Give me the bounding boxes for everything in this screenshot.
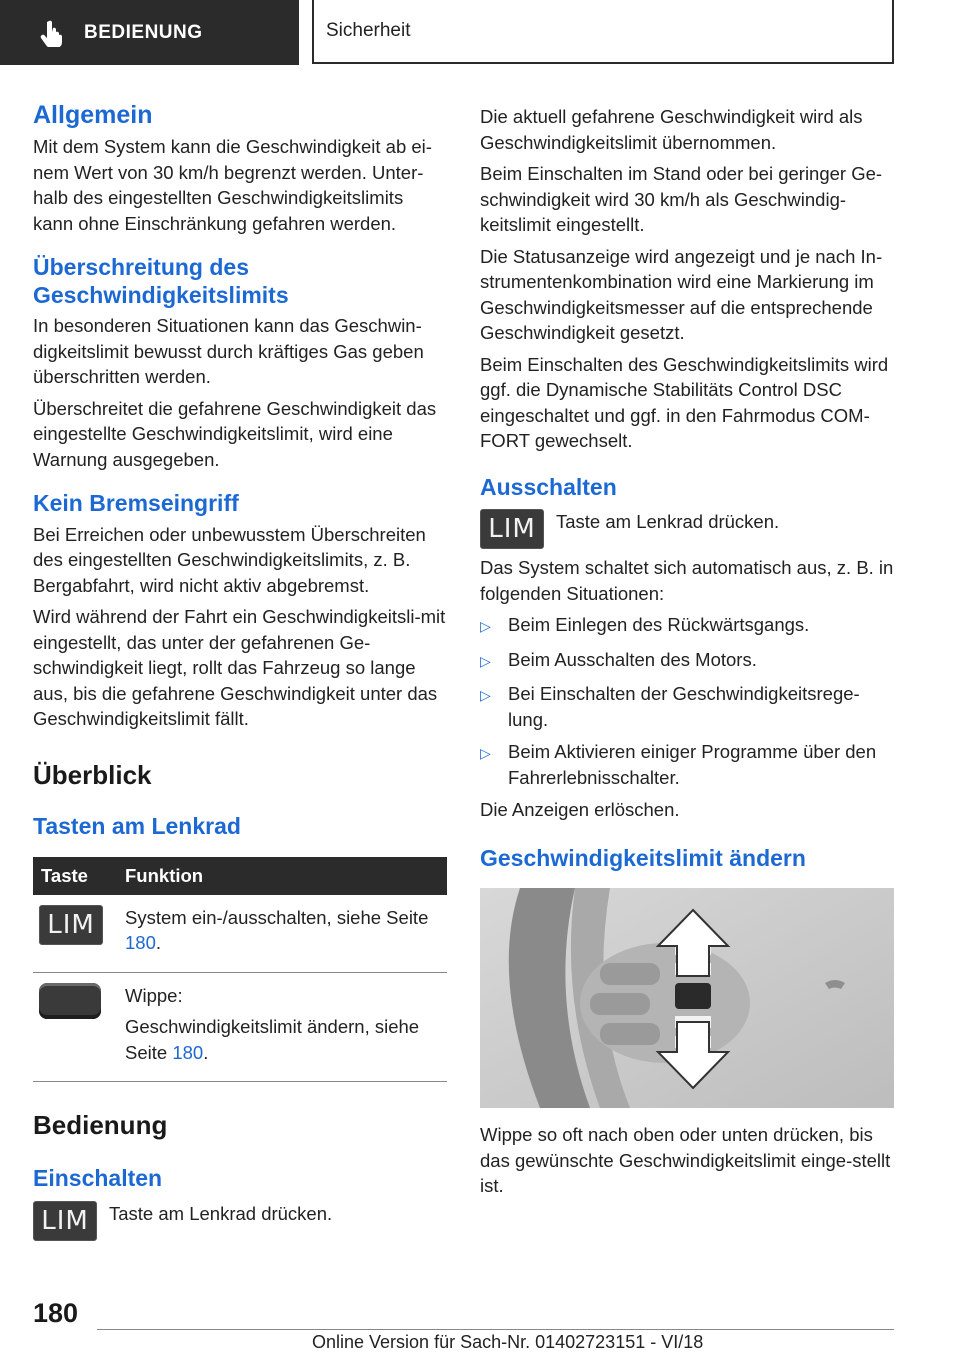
triangle-bullet-icon: ▷ xyxy=(480,687,491,704)
table-row xyxy=(33,972,447,1082)
footer-divider xyxy=(97,1329,894,1330)
ausschalten-intro: Das System schaltet sich automatisch aus, z. B. in folgenden Situationen: xyxy=(480,557,894,604)
rocker-switch-icon xyxy=(39,983,101,1019)
triangle-bullet-icon: ▷ xyxy=(480,745,491,762)
row2-label: Wippe: xyxy=(125,984,183,1006)
ueberschreitung-text-1: In besonderen Situationen kann das Geschwin-digkeitslimit bewusst durch kräftiges Gas geben überschritten werden. xyxy=(33,315,424,388)
lim-button-icon: LIM xyxy=(480,509,544,549)
heading-tasten: Tasten am Lenkrad xyxy=(33,812,241,839)
footer-text: Online Version für Sach-Nr. 01402723151 - VI/18 xyxy=(312,1332,704,1352)
lim-button-icon: LIM xyxy=(33,1201,97,1241)
heading-ausschalten: Ausschalten xyxy=(480,473,617,500)
einschalten-row xyxy=(33,1201,447,1241)
steering-wheel-image xyxy=(480,888,894,1108)
ausschalten-list xyxy=(480,612,894,790)
ausschalten-row xyxy=(480,509,894,549)
row2-end: . xyxy=(203,1041,209,1063)
right-text-2: Beim Einschalten im Stand oder bei geringer Ge-schwindigkeit wird 30 km/h als Geschwindig-keitslimit eingestellt. xyxy=(480,163,883,235)
col-header-taste: Taste xyxy=(33,857,117,895)
heading-bedienung: Bedienung xyxy=(33,1110,168,1141)
section-tab xyxy=(0,0,299,65)
chapter-header xyxy=(312,0,894,64)
right-text-4: Beim Einschalten des Geschwindigkeitslimits wird ggf. die Dynamische Stabilitäts Control DSC eingeschaltet und ggf. in den Fahrmodus COM-FORT gewechselt. xyxy=(480,353,889,451)
right-column xyxy=(480,104,894,1205)
lim-button-icon: LIM xyxy=(39,905,103,945)
bremseingriff-text-1: Bei Erreichen oder unbewusstem Überschreiten des eingestellten Geschwindigkeitslimits, z. B. Bergabfahrt, wird nicht aktiv abgebremst. xyxy=(33,523,426,596)
ausschalten-outro: Die Anzeigen erlöschen. xyxy=(480,799,680,821)
triangle-bullet-icon: ▷ xyxy=(480,618,491,635)
right-text-1: Die aktuell gefahrene Geschwindigkeit wird als Geschwindigkeitslimit übernommen. xyxy=(480,106,863,153)
row1-end: . xyxy=(155,932,162,954)
chapter-title: Sicherheit xyxy=(326,20,411,41)
list-item: ▷ Beim Aktivieren einiger Programme über den Fahrerlebnisschalter. xyxy=(480,739,894,790)
hand-pointer-icon xyxy=(40,19,66,47)
keys-table xyxy=(33,857,447,1083)
triangle-bullet-icon: ▷ xyxy=(480,652,491,669)
aendern-text: Wippe so oft nach oben oder unten drücken, bis das gewünschte Geschwindigkeitslimit einge-stellt ist. xyxy=(480,1124,891,1197)
table-row xyxy=(33,895,447,973)
heading-bremseingriff: Kein Bremseingriff xyxy=(33,490,239,517)
ausschalten-text: Taste am Lenkrad drücken. xyxy=(556,511,780,533)
row1-text: System ein-/ausschalten, siehe Seite xyxy=(125,906,429,928)
col-header-funktion: Funktion xyxy=(117,857,447,895)
heading-ueberblick: Überblick xyxy=(33,759,152,790)
allgemein-text: Mit dem System kann die Geschwindigkeit ab ei-nem Wert von 30 km/h begrenzt werden. Unter-halb des eingestellten Geschwindigkeitslimits kann ohne Einschränkung gefahren werden. xyxy=(33,136,432,234)
heading-einschalten: Einschalten xyxy=(33,1165,163,1192)
heading-aendern: Geschwindigkeitslimit ändern xyxy=(480,844,806,871)
row2-text: Geschwindigkeitslimit ändern, siehe Seite xyxy=(125,1016,420,1063)
list-item: ▷ Beim Einlegen des Rückwärtsgangs. xyxy=(480,612,894,640)
page-number: 180 xyxy=(33,1298,79,1328)
page-link[interactable]: 180 xyxy=(125,932,156,954)
page-link[interactable]: 180 xyxy=(172,1041,204,1063)
left-column xyxy=(33,100,447,1241)
einschalten-text: Taste am Lenkrad drücken. xyxy=(109,1202,333,1224)
section-label: BEDIENUNG xyxy=(84,21,203,43)
list-item: ▷ Bei Einschalten der Geschwindigkeitsrege-lung. xyxy=(480,681,894,732)
bremseingriff-text-2: Wird während der Fahrt ein Geschwindigkeitsli-mit eingestellt, das unter der gefahrenen Ge-schwindigkeit liegt, rollt das Fahrzeug so lange aus, bis die gefahrene Geschwindigkeit unter das Geschwindigkeitslimit fällt. xyxy=(33,606,446,730)
heading-allgemein: Allgemein xyxy=(33,101,153,129)
ueberschreitung-text-2: Überschreitet die gefahrene Geschwindigkeit das eingestellte Geschwindigkeitslimit, wird eine Warnung ausgegeben. xyxy=(33,397,437,470)
right-text-3: Die Statusanzeige wird angezeigt und je nach In-strumentenkombination wird eine Markierung im Geschwindigkeitsmesser auf die entsprechende Geschwindigkeit gesetzt. xyxy=(480,245,883,343)
list-item: ▷ Beim Ausschalten des Motors. xyxy=(480,647,894,675)
heading-ueberschreitung: Überschreitung des Geschwindigkeitslimits xyxy=(33,254,289,308)
